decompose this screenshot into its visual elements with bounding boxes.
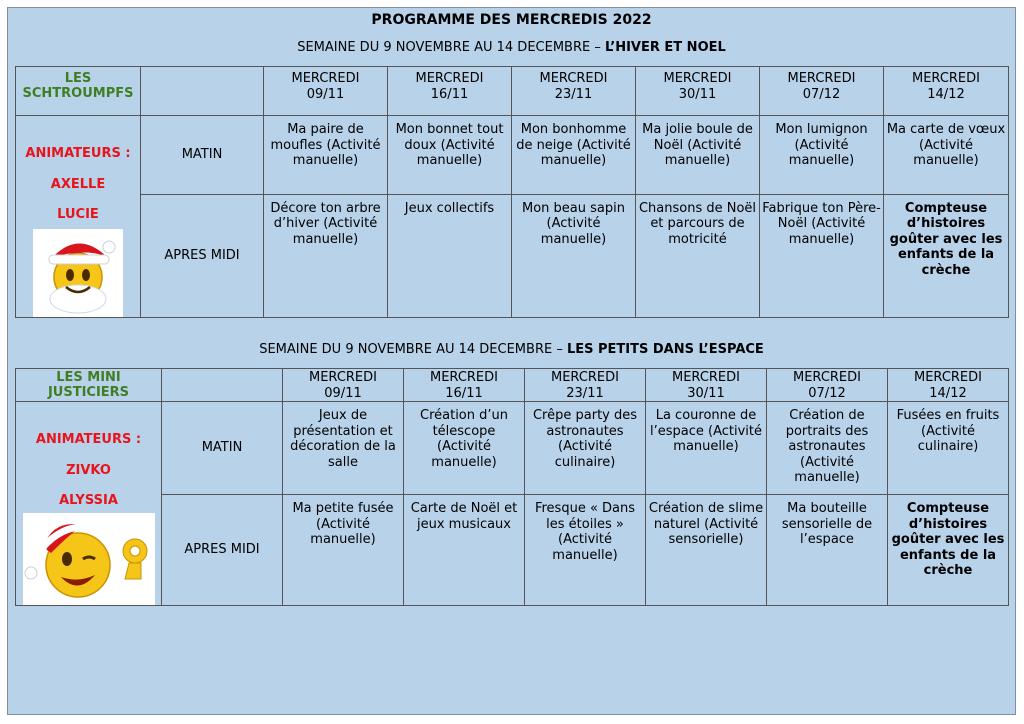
schedule-table-1 — [15, 66, 1009, 318]
day-header: MERCREDI 16/11 — [404, 369, 525, 402]
activity-cell: Ma petite fusée (Activité manuelle) — [283, 495, 404, 605]
activity-cell: Jeux collectifs — [388, 194, 512, 317]
header-row — [16, 67, 1009, 116]
empty-header-cell — [141, 67, 264, 116]
matin-row — [16, 402, 1009, 495]
activity-cell: Carte de Noël et jeux musicaux — [404, 495, 525, 605]
matin-row — [16, 116, 1009, 195]
animator-name: LUCIE — [57, 207, 99, 222]
header-row — [16, 369, 1009, 402]
apres-midi-row — [16, 495, 1009, 605]
day-header: MERCREDI 30/11 — [636, 67, 760, 116]
animators-label: ANIMATEURS : — [35, 432, 142, 447]
schedule-table-2 — [15, 368, 1009, 606]
apres-midi-row — [16, 194, 1009, 317]
row-label-apres-midi: APRES MIDI — [141, 194, 264, 317]
week-heading-2 — [8, 342, 1015, 357]
activity-cell: Ma carte de vœux (Activité manuelle) — [884, 116, 1009, 195]
page-title: PROGRAMME DES MERCREDIS 2022 — [371, 12, 652, 28]
activity-cell: Ma paire de moufles (Activité manuelle) — [264, 116, 388, 195]
activity-cell: Fabrique ton Père-Noël (Activité manuelle) — [760, 194, 884, 317]
week-theme: L’HIVER ET NOEL — [604, 40, 726, 55]
day-header: MERCREDI 07/12 — [760, 67, 884, 116]
activity-cell: Crêpe party des astronautes (Activité culinaire) — [525, 402, 646, 495]
week-prefix: SEMAINE DU 9 NOVEMBRE AU 14 DECEMBRE – — [259, 342, 567, 357]
activity-cell: Mon bonnet tout doux (Activité manuelle) — [388, 116, 512, 195]
activity-cell: La couronne de l’espace (Activité manuelle) — [646, 402, 767, 495]
week-heading-1 — [8, 40, 1015, 55]
activity-cell: Création de slime naturel (Activité sensorielle) — [646, 495, 767, 605]
empty-header-cell — [162, 369, 283, 402]
animator-name: ZIVKO — [66, 462, 111, 478]
activity-cell: Mon beau sapin (Activité manuelle) — [512, 194, 636, 317]
page — [7, 7, 1016, 715]
week-theme: LES PETITS DANS L’ESPACE — [566, 342, 764, 357]
row-label-matin: MATIN — [162, 402, 283, 495]
activity-cell: Mon lumignon (Activité manuelle) — [760, 116, 884, 195]
winking-santa-smiley-image — [23, 513, 155, 605]
day-header: MERCREDI 14/12 — [884, 67, 1009, 116]
activity-cell: Jeux de présentation et décoration de la salle — [283, 402, 404, 495]
day-header: MERCREDI 07/12 — [767, 369, 888, 402]
group-name: LES MINI JUSTICIERS — [16, 369, 162, 402]
activity-cell: Création d’un télescope (Activité manuelle) — [404, 402, 525, 495]
row-label-matin: MATIN — [141, 116, 264, 195]
activity-cell: Fresque « Dans les étoiles » (Activité manuelle) — [525, 495, 646, 605]
activity-cell: Chansons de Noël et parcours de motricité — [636, 194, 760, 317]
activity-cell: Ma jolie boule de Noël (Activité manuelle) — [636, 116, 760, 195]
week-prefix: SEMAINE DU 9 NOVEMBRE AU 14 DECEMBRE – — [297, 40, 605, 55]
day-header: MERCREDI 23/11 — [512, 67, 636, 116]
animators-label: ANIMATEURS : — [25, 146, 131, 161]
activity-cell: Ma bouteille sensorielle de l’espace — [767, 495, 888, 605]
activity-cell: Mon bonhomme de neige (Activité manuelle) — [512, 116, 636, 195]
activity-cell: Compteuse d’histoires goûter avec les enfants de la crèche — [884, 194, 1009, 317]
animator-name: AXELLE — [50, 176, 106, 192]
group-name: LES SCHTROUMPFS — [16, 67, 141, 116]
activity-cell: Fusées en fruits (Activité culinaire) — [888, 402, 1009, 495]
animators-cell — [16, 116, 141, 318]
santa-smiley-image — [33, 229, 123, 317]
activity-cell: Création de portraits des astronautes (Activité manuelle) — [767, 402, 888, 495]
row-label-apres-midi: APRES MIDI — [162, 495, 283, 605]
day-header: MERCREDI 30/11 — [646, 369, 767, 402]
animators-cell — [16, 402, 162, 606]
activity-cell: Compteuse d’histoires goûter avec les enfants de la crèche — [888, 495, 1009, 605]
day-header: MERCREDI 09/11 — [264, 67, 388, 116]
day-header: MERCREDI 23/11 — [525, 369, 646, 402]
day-header: MERCREDI 14/12 — [888, 369, 1009, 402]
activity-cell: Décore ton arbre d’hiver (Activité manuelle) — [264, 194, 388, 317]
animator-name: ALYSSIA — [59, 493, 118, 508]
day-header: MERCREDI 09/11 — [283, 369, 404, 402]
day-header: MERCREDI 16/11 — [388, 67, 512, 116]
